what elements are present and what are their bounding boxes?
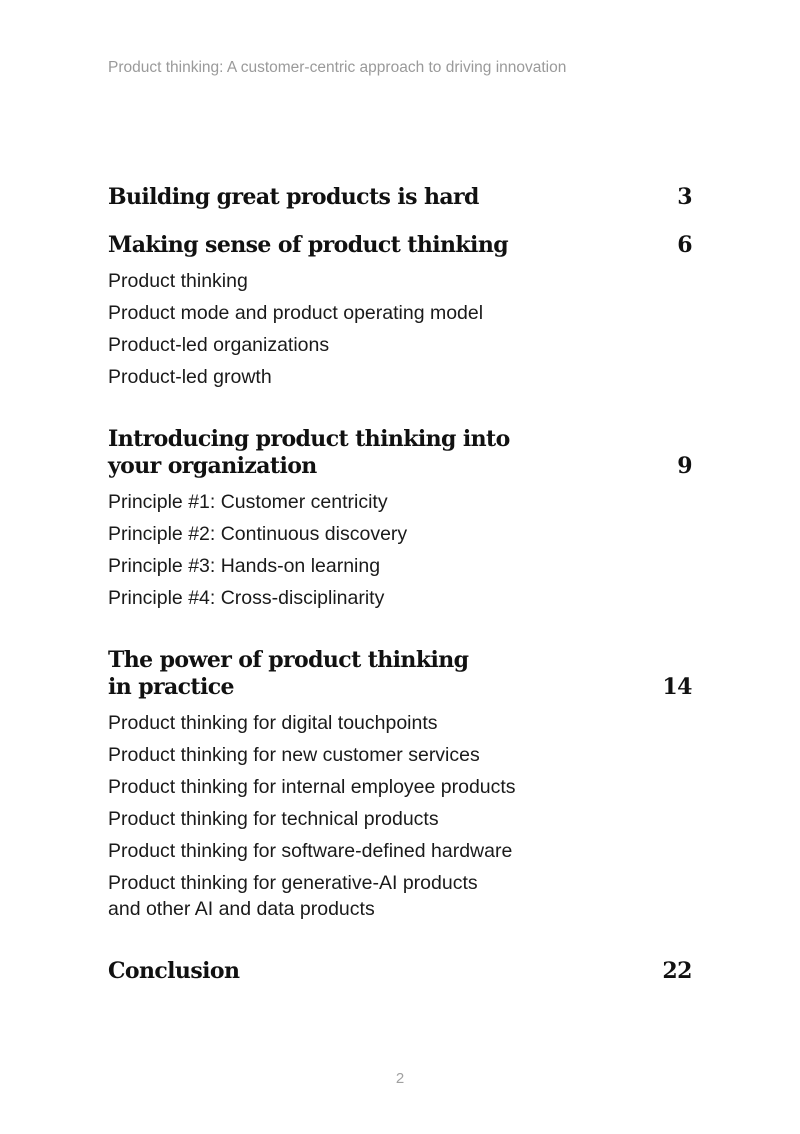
toc-subsection-line: Product thinking for generative-AI products [108, 872, 478, 894]
toc-section-title-line: The power of product thinking [108, 647, 469, 673]
toc-section-title-line: your organization [108, 453, 317, 479]
toc-section-page: 3 [677, 184, 692, 210]
toc-section-making-sense [108, 232, 692, 390]
toc-section-title [108, 647, 468, 701]
toc-subsection[interactable]: Principle #2: Continuous discovery [108, 523, 408, 545]
toc-subsection[interactable]: Principle #4: Cross-disciplinarity [108, 587, 385, 609]
toc-subsection-multiline[interactable] [108, 870, 692, 922]
toc-section-row[interactable] [108, 184, 692, 211]
toc-subsection[interactable]: Product thinking for internal employee products [108, 776, 516, 798]
toc-section-title: Building great products is hard [108, 184, 479, 210]
toc-section-title: Conclusion [108, 958, 240, 984]
toc-subsection[interactable]: Product thinking for technical products [108, 808, 439, 830]
toc-subsection[interactable]: Product-led organizations [108, 334, 330, 356]
toc-section-conclusion [108, 958, 692, 985]
toc-section-title: Making sense of product thinking [108, 232, 508, 258]
toc-section-page: 22 [662, 958, 692, 984]
toc-subsection[interactable]: Product-led growth [108, 366, 272, 388]
toc-section-title [108, 426, 510, 480]
toc-subsection[interactable]: Product thinking for software-defined hardware [108, 840, 513, 862]
toc-subsection-line: and other AI and data products [108, 898, 375, 920]
toc-section-introducing [108, 426, 692, 611]
toc-section-page: 6 [677, 232, 692, 258]
toc-subsection[interactable]: Product thinking for new customer services [108, 744, 480, 766]
toc-section-row[interactable] [108, 426, 692, 480]
toc-subsection[interactable]: Product thinking [108, 270, 248, 292]
toc-section-page: 14 [662, 674, 692, 700]
toc-subsection[interactable]: Principle #1: Customer centricity [108, 491, 388, 513]
toc-section-row[interactable] [108, 647, 692, 701]
toc-subsection[interactable]: Product mode and product operating model [108, 302, 484, 324]
toc-section-title-line: Introducing product thinking into [108, 426, 510, 452]
toc-section-title-line: in practice [108, 674, 234, 700]
toc-subsection[interactable]: Product thinking for digital touchpoints [108, 712, 438, 734]
running-header: Product thinking: A customer-centric approach to driving innovation [108, 59, 567, 76]
toc-section-row[interactable] [108, 958, 692, 985]
toc-section-row[interactable] [108, 232, 692, 259]
toc-section-power-of-product-thinking [108, 647, 692, 922]
toc-subsection[interactable]: Principle #3: Hands-on learning [108, 555, 381, 577]
toc-section-building-great-products [108, 184, 692, 211]
toc-section-page: 9 [677, 453, 692, 479]
page-number: 2 [395, 1070, 405, 1087]
